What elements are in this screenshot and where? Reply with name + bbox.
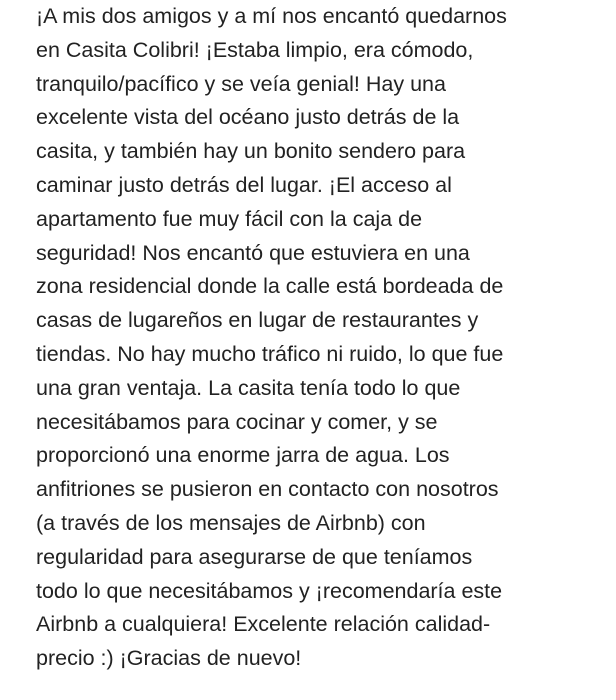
- review-line: caminar justo detrás del lugar. ¡El acceso al: [36, 172, 452, 197]
- review-line: proporcionó una enorme jarra de agua. Los: [36, 443, 450, 468]
- review-line: tranquilo/pacífico y se veía genial! Hay una: [36, 71, 446, 96]
- review-line: apartamento fue muy fácil con la caja de: [36, 206, 423, 231]
- review-text: [36, 0, 596, 676]
- review-line: todo lo que necesitábamos y ¡recomendaría este: [36, 578, 503, 603]
- review-line: precio :) ¡Gracias de nuevo!: [36, 646, 302, 671]
- review-line: regularidad para asegurarse de que teníamos: [36, 544, 473, 569]
- review-line: Airbnb a cualquiera! Excelente relación calidad-: [36, 612, 491, 637]
- review-line: (a través de los mensajes de Airbnb) con: [36, 510, 426, 535]
- review-line: zona residencial donde la calle está bordeada de: [36, 274, 504, 299]
- review-line: necesitábamos para cocinar y comer, y se: [36, 409, 438, 434]
- review-line: una gran ventaja. La casita tenía todo lo que: [36, 375, 461, 400]
- review-line: seguridad! Nos encantó que estuviera en una: [36, 240, 470, 265]
- review-line: anfitriones se pusieron en contacto con nosotros: [36, 477, 499, 502]
- review-line: tiendas. No hay mucho tráfico ni ruido, lo que fue: [36, 341, 504, 366]
- review-line: en Casita Colibri! ¡Estaba limpio, era cómodo,: [36, 37, 474, 62]
- review-line: excelente vista del océano justo detrás de la: [36, 105, 460, 130]
- review-line: casita, y también hay un bonito sendero para: [36, 139, 466, 164]
- review-line: ¡A mis dos amigos y a mí nos encantó quedarnos: [36, 4, 507, 28]
- review-line: casas de lugareños en lugar de restaurantes y: [36, 308, 479, 333]
